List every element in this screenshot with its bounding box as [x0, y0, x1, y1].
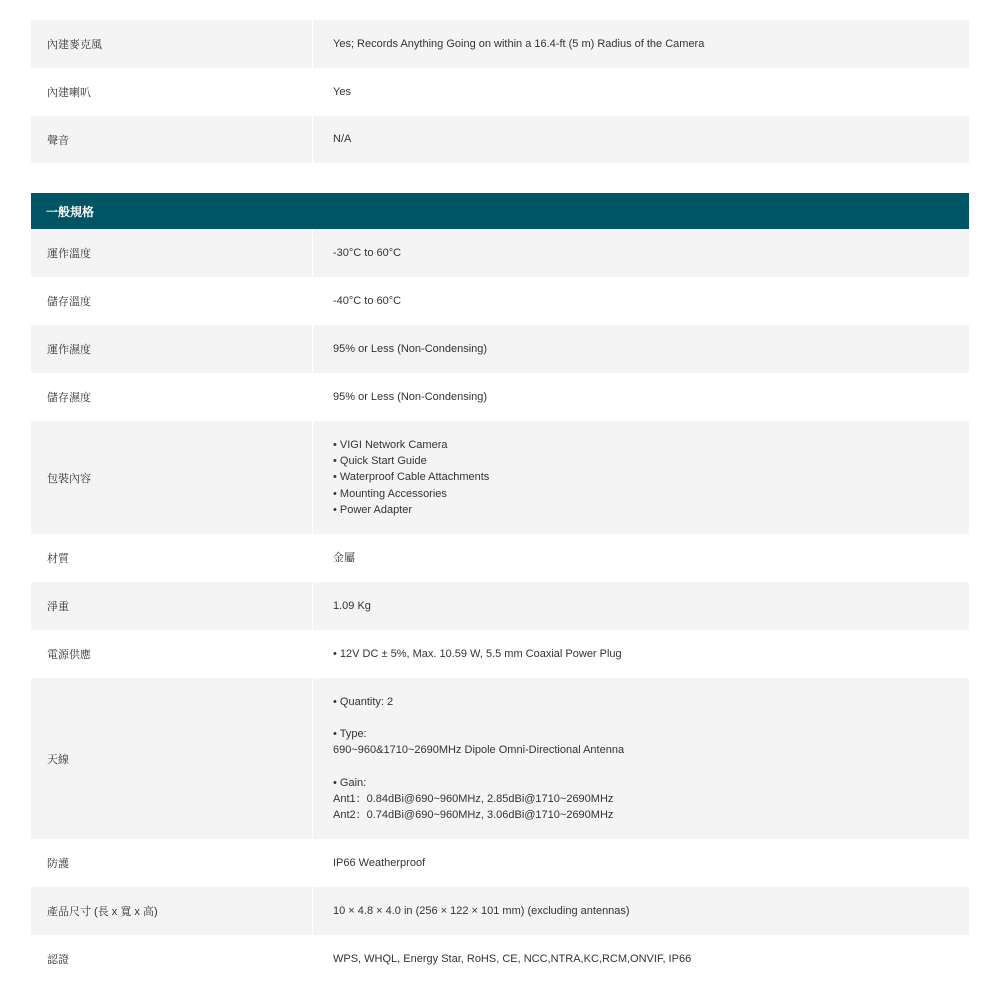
spec-value: 金屬	[333, 551, 355, 564]
spec-line: Ant2：0.74dBi@690~960MHz, 3.06dBi@1710~2690MHz	[333, 809, 614, 822]
spec-row	[31, 68, 969, 116]
spec-value	[313, 421, 969, 534]
spec-line: • Quick Start Guide	[333, 455, 427, 468]
spec-line: • Waterproof Cable Attachments	[333, 471, 490, 484]
spec-row	[31, 116, 969, 163]
spec-value: 95% or Less (Non-Condensing)	[313, 325, 969, 373]
spec-value: IP66 Weatherproof	[333, 856, 426, 869]
spec-value: Yes; Records Anything Going on within a 16.4-ft (5 m) Radius of the Camera	[313, 20, 969, 68]
spec-value: -30°C to 60°C	[313, 229, 969, 277]
spec-value: WPS, WHQL, Energy Star, RoHS, CE, NCC,NTRA,KC,RCM,ONVIF, IP66	[333, 952, 692, 965]
spec-row	[31, 839, 969, 887]
spec-label: 儲存濕度	[31, 373, 313, 421]
spec-label: 認證	[31, 935, 313, 983]
section-header: 一般規格	[31, 193, 969, 229]
spec-label: 運作濕度	[31, 325, 313, 373]
spec-value: N/A	[313, 116, 969, 163]
spec-line: • VIGI Network Camera	[333, 438, 448, 451]
spec-line	[333, 710, 624, 726]
spec-label: 運作溫度	[31, 229, 313, 277]
spec-value: 1.09 Kg	[313, 582, 969, 630]
spec-label: 電源供應	[31, 630, 313, 678]
spec-row	[31, 373, 969, 421]
spec-line	[333, 759, 624, 775]
spec-value: 10 × 4.8 × 4.0 in (256 × 122 × 101 mm) (excluding antennas)	[313, 887, 969, 935]
spec-row	[31, 630, 969, 678]
spec-label: 淨重	[31, 582, 313, 630]
spec-row	[31, 229, 969, 277]
spec-label: 內建麥克風	[31, 20, 313, 68]
spec-line: • Quantity: 2	[333, 695, 394, 708]
spec-row	[31, 277, 969, 325]
spec-row	[31, 325, 969, 373]
spec-line: • Power Adapter	[333, 503, 413, 516]
spec-row	[31, 887, 969, 935]
spec-line: 690~960&1710~2690MHz Dipole Omni-Directional Antenna	[333, 744, 625, 757]
spec-label: 材質	[31, 534, 313, 582]
spec-line: • Type:	[333, 727, 367, 740]
spec-label: 儲存溫度	[31, 277, 313, 325]
audio-spec-table	[31, 20, 969, 163]
spec-value: • 12V DC ± 5%, Max. 10.59 W, 5.5 mm Coaxial Power Plug	[333, 647, 622, 660]
spec-label: 防護	[31, 839, 313, 887]
spec-row	[31, 678, 969, 839]
spec-value: Yes	[333, 85, 351, 98]
spec-row	[31, 935, 969, 983]
general-spec-table	[31, 193, 969, 983]
spec-line: Ant1：0.84dBi@690~960MHz, 2.85dBi@1710~2690MHz	[333, 792, 614, 805]
spec-value: -40°C to 60°C	[333, 294, 402, 307]
spec-line: • Gain:	[333, 776, 367, 789]
spec-label: 聲音	[31, 116, 313, 163]
spec-label: 包裝內容	[31, 421, 313, 534]
spec-row	[31, 421, 969, 534]
spec-row	[31, 20, 969, 68]
spec-value	[313, 678, 969, 839]
spec-row	[31, 534, 969, 582]
spec-label: 天線	[31, 678, 313, 839]
spec-value: 95% or Less (Non-Condensing)	[333, 390, 488, 403]
spec-row	[31, 582, 969, 630]
spec-line: • Mounting Accessories	[333, 487, 447, 500]
spec-label: 產品尺寸 (長 x 寬 x 高)	[31, 887, 313, 935]
spec-label: 內建喇叭	[31, 68, 313, 116]
